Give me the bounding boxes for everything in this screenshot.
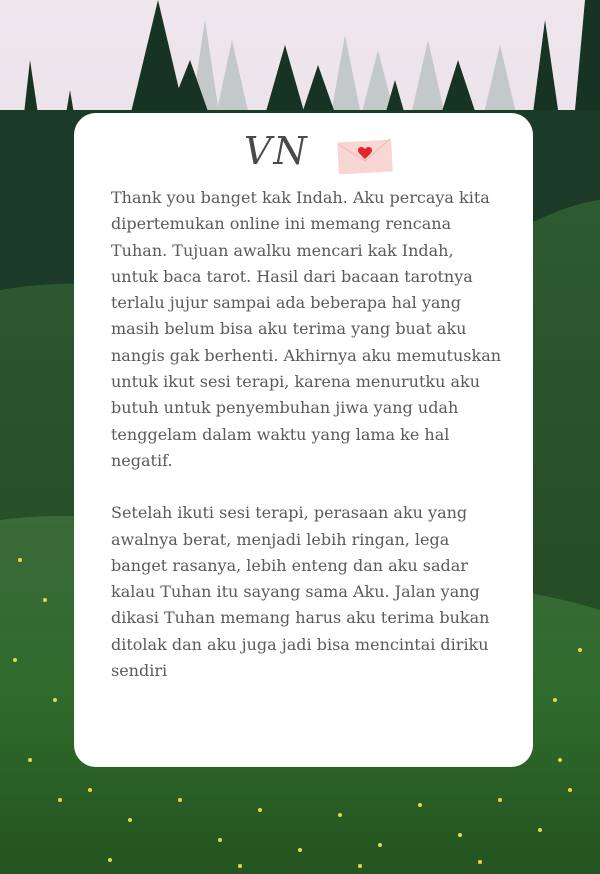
card-header — [74, 129, 533, 177]
testimonial-card — [74, 113, 533, 767]
signature-initials: VN — [244, 129, 309, 173]
testimonial-message — [111, 185, 503, 710]
envelope-heart-icon — [336, 137, 396, 177]
message-paragraph-2: Setelah ikuti sesi terapi, perasaan aku yang awalnya berat, menjadi lebih ringan, lega banget rasanya, lebih enteng dan aku sadar kalau Tuhan itu sayang sama Aku. Jalan yang dikasi Tuhan memang harus aku terima bukan ditolak dan aku juga jadi bisa mencintai diriku sendiri — [111, 503, 490, 681]
message-paragraph-1: Thank you banget kak Indah. Aku percaya kita dipertemukan online ini memang rencana Tuhan. Tujuan awalku mencari kak Indah, untuk baca tarot. Hasil dari bacaan tarotnya terlalu jujur sampai ada beberapa hal yang masih belum bisa aku terima yang buat aku nangis gak berhenti. Akhirnya aku memutuskan untuk ikut sesi terapi, karena menurutku aku butuh untuk penyembuhan jiwa yang udah tenggelam dalam waktu yang lama ke hal negatif. — [111, 188, 502, 470]
